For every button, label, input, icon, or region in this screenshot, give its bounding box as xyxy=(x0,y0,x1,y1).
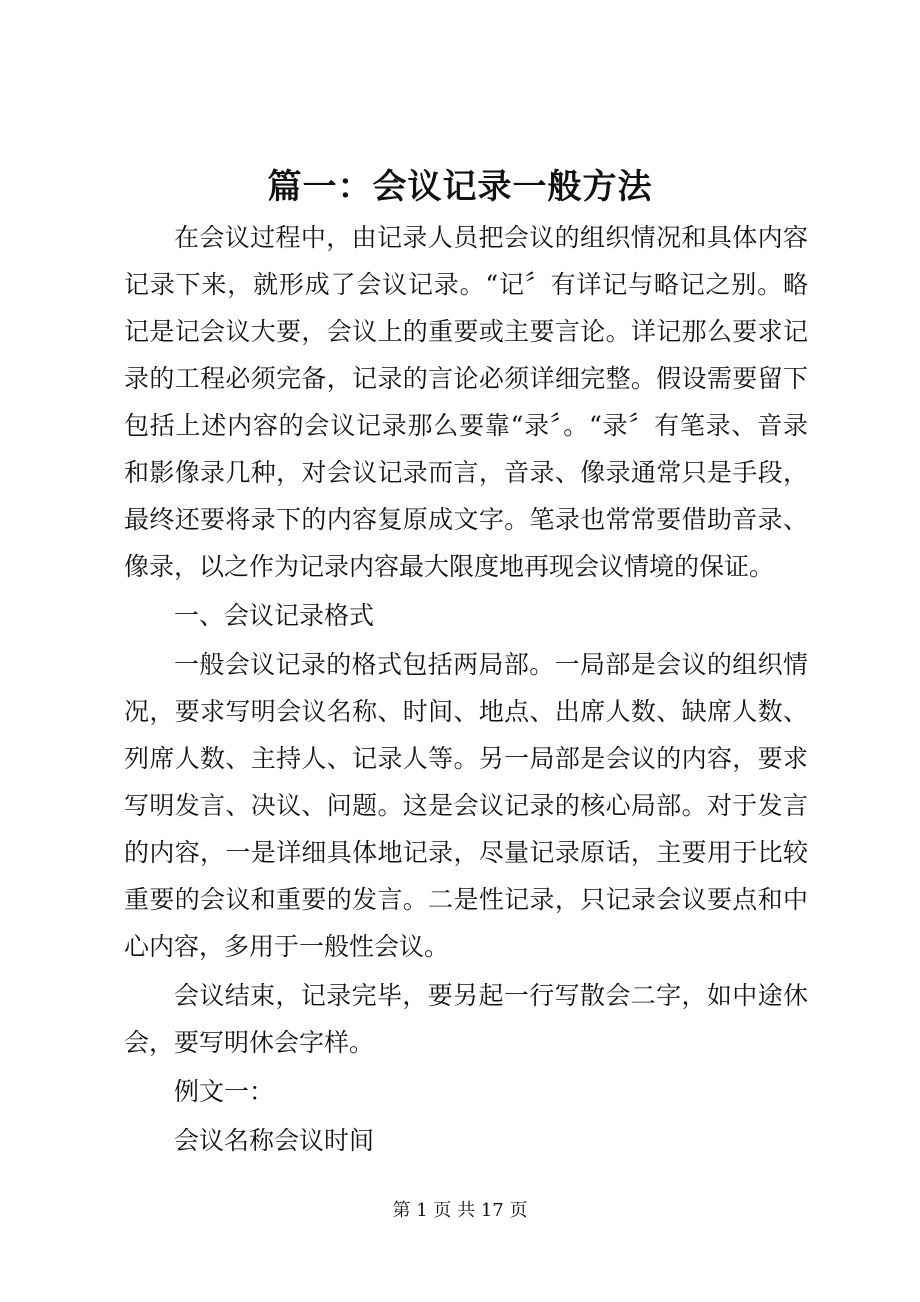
example-line: 会议名称会议时间 xyxy=(174,1126,375,1155)
example-heading: 例文一： xyxy=(174,1077,275,1106)
paragraph-intro: 在会议过程中，由记录人员把会议的组织情况和具体内容记录下来，就形成了会议记录。“记〞有详记与略记之别。略记是记会议大要，会议上的重要或主要言论。详记那么要求记录的工程必须完备，记录的言论必须详细完整。假设需要留下包括上述内容的会议记录那么要靠“录〞。“录〞有笔录、音录和影像录几种，对会议记录而言，音录、像录通常只是手段，最终还要将录下的内容复原成文字。笔录也常常要借助音录、像录，以之作为记录内容最大限度地再现会议情境的保证。 xyxy=(124,223,808,581)
page-number: 第 1 页 共 17 页 xyxy=(392,1200,528,1221)
paragraph-format: 一般会议记录的格式包括两局部。一局部是会议的组织情况，要求写明会议名称、时间、地点、出席人数、缺席人数、列席人数、主持人、记录人等。另一局部是会议的内容，要求写明发言、决议、问题。这是会议记录的核心局部。对于发言的内容，一是详细具体地记录，尽量记录原话，主要用于比较重要的会议和重要的发言。二是性记录，只记录会议要点和中心内容，多用于一般性会议。 xyxy=(124,650,808,961)
paragraph-closing: 会议结束，记录完毕，要另起一行写散会二字，如中途休会，要写明休会字样。 xyxy=(124,981,808,1057)
document-title: 篇一：会议记录一般方法 xyxy=(267,167,653,207)
section-heading-format: 一、会议记录格式 xyxy=(174,601,375,630)
document-body xyxy=(124,214,808,1164)
